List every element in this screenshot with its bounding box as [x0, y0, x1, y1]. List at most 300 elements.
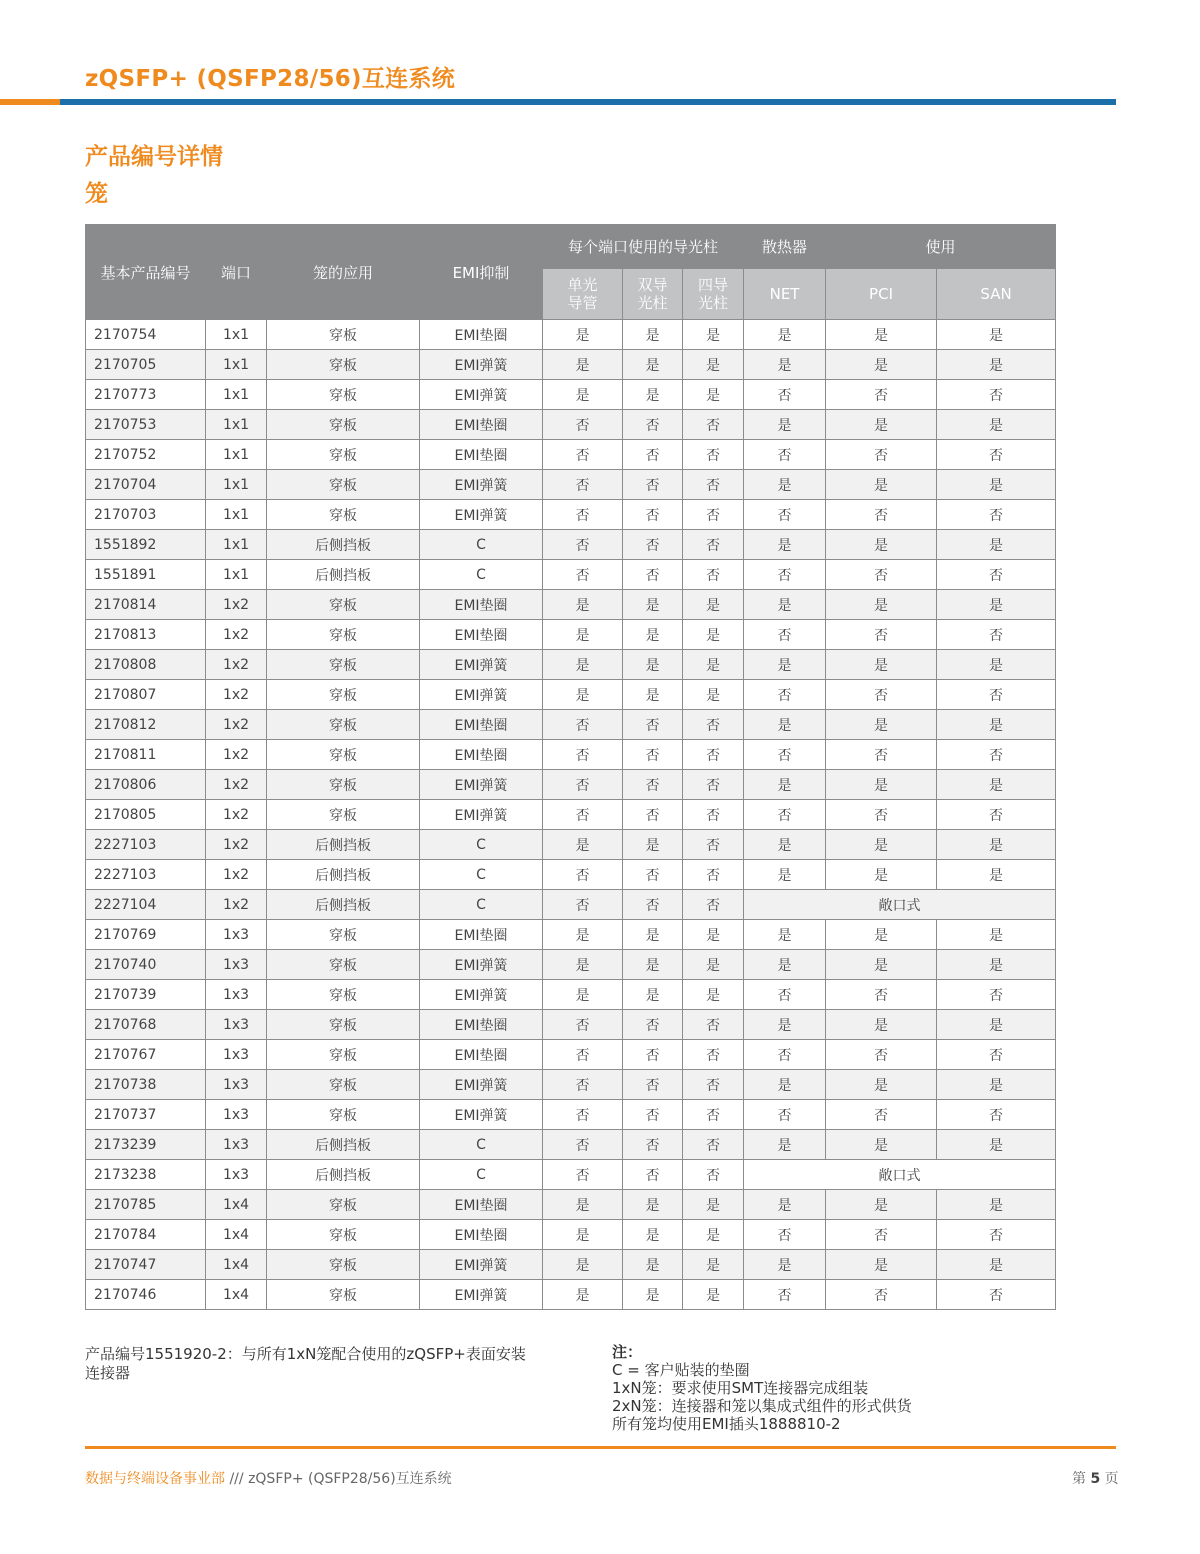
- cell-net: 否: [744, 980, 826, 1010]
- table-row: [86, 380, 1056, 410]
- cell-pci: 是: [826, 950, 937, 980]
- cell-san: 是: [937, 950, 1056, 980]
- cell-port: 1x2: [206, 680, 267, 710]
- table-row: [86, 1160, 1056, 1190]
- cell-part-number: 2170808: [86, 650, 206, 680]
- cell-pci: 是: [826, 1130, 937, 1160]
- cell-cage-application: 穿板: [267, 350, 420, 380]
- cell-dual-light-pipe: 否: [623, 1040, 683, 1070]
- table-row: [86, 1220, 1056, 1250]
- cell-port: 1x4: [206, 1280, 267, 1310]
- cell-single-light-pipe: 是: [543, 620, 623, 650]
- cell-quad-light-pipe: 否: [683, 740, 744, 770]
- cell-quad-light-pipe: 否: [683, 1070, 744, 1100]
- cell-part-number: 2170773: [86, 380, 206, 410]
- cell-net: 否: [744, 680, 826, 710]
- cell-san: 是: [937, 1190, 1056, 1220]
- cell-net: 是: [744, 410, 826, 440]
- cell-san: 否: [937, 380, 1056, 410]
- cell-emi-suppression: EMI弹簧: [420, 770, 543, 800]
- page-number-value: 5: [1090, 1471, 1101, 1487]
- cell-cage-application: 穿板: [267, 1040, 420, 1070]
- cell-cage-application: 穿板: [267, 410, 420, 440]
- cell-cage-application: 穿板: [267, 470, 420, 500]
- cell-san: 是: [937, 320, 1056, 350]
- cell-part-number: 2170705: [86, 350, 206, 380]
- cell-port: 1x3: [206, 1100, 267, 1130]
- cell-dual-light-pipe: 否: [623, 1010, 683, 1040]
- cell-quad-light-pipe: 否: [683, 1160, 744, 1190]
- cell-san: 否: [937, 440, 1056, 470]
- cell-dual-light-pipe: 否: [623, 440, 683, 470]
- cell-emi-suppression: EMI垫圈: [420, 1190, 543, 1220]
- cell-pci: 是: [826, 530, 937, 560]
- cell-san: 是: [937, 770, 1056, 800]
- cell-part-number: 2170785: [86, 1190, 206, 1220]
- cell-san: 否: [937, 800, 1056, 830]
- cell-pci: 否: [826, 980, 937, 1010]
- cell-san: 是: [937, 410, 1056, 440]
- cell-emi-suppression: C: [420, 860, 543, 890]
- cell-net: 否: [744, 440, 826, 470]
- cell-quad-light-pipe: 是: [683, 650, 744, 680]
- cell-pci: 否: [826, 1280, 937, 1310]
- cell-single-light-pipe: 是: [543, 350, 623, 380]
- header-dual-line-1: 双导: [637, 276, 668, 294]
- cell-net: 是: [744, 1130, 826, 1160]
- note-line: 1xN笼：要求使用SMT连接器完成组装: [612, 1379, 869, 1397]
- cell-dual-light-pipe: 是: [623, 650, 683, 680]
- table-row: [86, 1190, 1056, 1220]
- cell-san: 否: [937, 980, 1056, 1010]
- cell-san: 否: [937, 740, 1056, 770]
- cell-single-light-pipe: 是: [543, 1190, 623, 1220]
- cell-san: 是: [937, 590, 1056, 620]
- cell-port: 1x3: [206, 1130, 267, 1160]
- cell-dual-light-pipe: 是: [623, 680, 683, 710]
- cell-quad-light-pipe: 否: [683, 770, 744, 800]
- notes-block: [612, 1343, 1032, 1433]
- cell-quad-light-pipe: 是: [683, 980, 744, 1010]
- cell-cage-application: 穿板: [267, 680, 420, 710]
- cell-single-light-pipe: 是: [543, 950, 623, 980]
- cell-pci: 是: [826, 350, 937, 380]
- cell-cage-application: 后侧挡板: [267, 830, 420, 860]
- cell-port: 1x2: [206, 830, 267, 860]
- cell-port: 1x1: [206, 500, 267, 530]
- cell-port: 1x2: [206, 740, 267, 770]
- cell-dual-light-pipe: 否: [623, 800, 683, 830]
- cell-quad-light-pipe: 否: [683, 1130, 744, 1160]
- cell-single-light-pipe: 否: [543, 470, 623, 500]
- cell-net: 是: [744, 1070, 826, 1100]
- cell-san: 是: [937, 710, 1056, 740]
- cell-part-number: 2227103: [86, 830, 206, 860]
- cell-single-light-pipe: 否: [543, 1070, 623, 1100]
- cell-san: 否: [937, 560, 1056, 590]
- cell-quad-light-pipe: 否: [683, 710, 744, 740]
- note-connector-info: 产品编号1551920-2：与所有1xN笼配合使用的zQSFP+表面安装连接器: [85, 1345, 526, 1382]
- cell-dual-light-pipe: 是: [623, 920, 683, 950]
- cell-dual-light-pipe: 否: [623, 770, 683, 800]
- cell-pci: 否: [826, 680, 937, 710]
- table-row: [86, 1130, 1056, 1160]
- cell-emi-suppression: EMI弹簧: [420, 680, 543, 710]
- cell-dual-light-pipe: 否: [623, 1100, 683, 1130]
- cell-part-number: 2170812: [86, 710, 206, 740]
- cell-port: 1x3: [206, 1010, 267, 1040]
- cell-part-number: 2170737: [86, 1100, 206, 1130]
- cell-part-number: 2170747: [86, 1250, 206, 1280]
- header-quad-line-1: 四导: [698, 276, 729, 294]
- cell-part-number: 2170754: [86, 320, 206, 350]
- cell-emi-suppression: EMI垫圈: [420, 1010, 543, 1040]
- cell-port: 1x1: [206, 560, 267, 590]
- cell-quad-light-pipe: 是: [683, 380, 744, 410]
- cell-port: 1x1: [206, 470, 267, 500]
- cell-san: 否: [937, 1220, 1056, 1250]
- cell-emi-suppression: C: [420, 890, 543, 920]
- table-row: [86, 1040, 1056, 1070]
- cell-net: 是: [744, 830, 826, 860]
- cell-dual-light-pipe: 否: [623, 410, 683, 440]
- cell-pci: 是: [826, 1190, 937, 1220]
- cell-net: 是: [744, 710, 826, 740]
- table-row: [86, 980, 1056, 1010]
- cell-pci: 否: [826, 440, 937, 470]
- cell-san: 否: [937, 680, 1056, 710]
- cell-part-number: 2170805: [86, 800, 206, 830]
- cell-part-number: 2170738: [86, 1070, 206, 1100]
- cell-pci: 是: [826, 320, 937, 350]
- cell-cage-application: 穿板: [267, 650, 420, 680]
- cell-dual-light-pipe: 是: [623, 1280, 683, 1310]
- cell-single-light-pipe: 是: [543, 1250, 623, 1280]
- header-san: SAN: [937, 269, 1056, 320]
- cell-single-light-pipe: 否: [543, 530, 623, 560]
- cell-single-light-pipe: 否: [543, 500, 623, 530]
- cell-cage-application: 穿板: [267, 1190, 420, 1220]
- cell-emi-suppression: EMI弹簧: [420, 950, 543, 980]
- header-emi-suppression: EMI抑制: [420, 225, 543, 320]
- cell-part-number: 2170753: [86, 410, 206, 440]
- cell-net: 是: [744, 320, 826, 350]
- cell-pci: 否: [826, 620, 937, 650]
- cell-pci: 是: [826, 770, 937, 800]
- cell-port: 1x4: [206, 1220, 267, 1250]
- cell-quad-light-pipe: 是: [683, 920, 744, 950]
- cell-cage-application: 穿板: [267, 1280, 420, 1310]
- cell-single-light-pipe: 是: [543, 590, 623, 620]
- table-row: [86, 1250, 1056, 1280]
- cell-net: 否: [744, 500, 826, 530]
- header-single-line-2: 导管: [567, 294, 598, 312]
- cell-pci: 否: [826, 560, 937, 590]
- table-row: [86, 740, 1056, 770]
- cell-san: 是: [937, 1070, 1056, 1100]
- cell-net: 否: [744, 1100, 826, 1130]
- product-table: [85, 224, 1056, 1310]
- cell-pci: 否: [826, 1040, 937, 1070]
- cell-emi-suppression: EMI弹簧: [420, 1070, 543, 1100]
- cell-single-light-pipe: 否: [543, 1130, 623, 1160]
- cell-pci: 是: [826, 1250, 937, 1280]
- cell-san: 否: [937, 620, 1056, 650]
- cell-quad-light-pipe: 否: [683, 500, 744, 530]
- cell-single-light-pipe: 否: [543, 1040, 623, 1070]
- cell-net: 是: [744, 530, 826, 560]
- table-row: [86, 470, 1056, 500]
- cell-cage-application: 后侧挡板: [267, 560, 420, 590]
- header-light-pipes: 每个端口使用的导光柱: [543, 225, 744, 269]
- table-row: [86, 950, 1056, 980]
- cell-quad-light-pipe: 是: [683, 620, 744, 650]
- cell-quad-light-pipe: 是: [683, 350, 744, 380]
- cell-open-type: 敞口式: [744, 1160, 1056, 1190]
- cell-dual-light-pipe: 否: [623, 530, 683, 560]
- table-row: [86, 800, 1056, 830]
- cell-emi-suppression: EMI弹簧: [420, 500, 543, 530]
- cell-emi-suppression: EMI垫圈: [420, 1040, 543, 1070]
- cell-pci: 是: [826, 590, 937, 620]
- cell-quad-light-pipe: 否: [683, 410, 744, 440]
- header-port: 端口: [206, 225, 267, 320]
- table-row: [86, 500, 1056, 530]
- cell-single-light-pipe: 否: [543, 800, 623, 830]
- page-suffix: 页: [1104, 1471, 1119, 1487]
- header-quad-light-pipe: [683, 269, 744, 320]
- cell-emi-suppression: EMI垫圈: [420, 740, 543, 770]
- cell-dual-light-pipe: 是: [623, 980, 683, 1010]
- cell-san: 是: [937, 830, 1056, 860]
- table-row: [86, 530, 1056, 560]
- cell-pci: 否: [826, 380, 937, 410]
- cell-emi-suppression: EMI弹簧: [420, 350, 543, 380]
- table-row: [86, 890, 1056, 920]
- cell-quad-light-pipe: 否: [683, 1010, 744, 1040]
- cell-dual-light-pipe: 否: [623, 500, 683, 530]
- cell-single-light-pipe: 否: [543, 560, 623, 590]
- cell-net: 是: [744, 1190, 826, 1220]
- cell-part-number: 2227104: [86, 890, 206, 920]
- cell-emi-suppression: EMI弹簧: [420, 470, 543, 500]
- table-row: [86, 1100, 1056, 1130]
- cell-pci: 是: [826, 1010, 937, 1040]
- cell-quad-light-pipe: 是: [683, 1280, 744, 1310]
- cell-pci: 否: [826, 500, 937, 530]
- cell-quad-light-pipe: 是: [683, 680, 744, 710]
- cell-cage-application: 穿板: [267, 590, 420, 620]
- table-row: [86, 320, 1056, 350]
- cell-dual-light-pipe: 否: [623, 560, 683, 590]
- cell-cage-application: 穿板: [267, 1100, 420, 1130]
- header-rule-orange: [0, 99, 60, 105]
- cell-single-light-pipe: 是: [543, 830, 623, 860]
- cell-cage-application: 穿板: [267, 620, 420, 650]
- cell-part-number: 2173238: [86, 1160, 206, 1190]
- header-quad-line-2: 光柱: [698, 294, 729, 312]
- header-single-light-pipe: [543, 269, 623, 320]
- cell-port: 1x1: [206, 410, 267, 440]
- cell-emi-suppression: EMI弹簧: [420, 1250, 543, 1280]
- cell-single-light-pipe: 是: [543, 980, 623, 1010]
- cell-part-number: 2170768: [86, 1010, 206, 1040]
- cell-part-number: 2170769: [86, 920, 206, 950]
- cell-net: 是: [744, 590, 826, 620]
- cell-san: 是: [937, 920, 1056, 950]
- cell-port: 1x1: [206, 530, 267, 560]
- table-row: [86, 1280, 1056, 1310]
- cell-quad-light-pipe: 否: [683, 1100, 744, 1130]
- cell-cage-application: 穿板: [267, 710, 420, 740]
- cell-part-number: 2170813: [86, 620, 206, 650]
- cell-san: 是: [937, 470, 1056, 500]
- cell-emi-suppression: EMI垫圈: [420, 320, 543, 350]
- cell-emi-suppression: EMI垫圈: [420, 1220, 543, 1250]
- cell-net: 否: [744, 1220, 826, 1250]
- cell-cage-application: 穿板: [267, 440, 420, 470]
- cell-net: 是: [744, 350, 826, 380]
- cell-port: 1x3: [206, 1160, 267, 1190]
- cell-port: 1x2: [206, 590, 267, 620]
- cell-pci: 否: [826, 800, 937, 830]
- table-row: [86, 1010, 1056, 1040]
- cell-port: 1x1: [206, 440, 267, 470]
- cell-dual-light-pipe: 否: [623, 1130, 683, 1160]
- table-row: [86, 860, 1056, 890]
- cell-cage-application: 穿板: [267, 380, 420, 410]
- table-row: [86, 680, 1056, 710]
- cell-dual-light-pipe: 否: [623, 860, 683, 890]
- cell-single-light-pipe: 否: [543, 1010, 623, 1040]
- footer-department: 数据与终端设备事业部: [85, 1471, 225, 1487]
- cell-emi-suppression: EMI垫圈: [420, 620, 543, 650]
- cell-san: 否: [937, 1040, 1056, 1070]
- cell-net: 是: [744, 650, 826, 680]
- cell-net: 是: [744, 920, 826, 950]
- page-number: [1072, 1468, 1119, 1488]
- cell-quad-light-pipe: 是: [683, 320, 744, 350]
- cell-single-light-pipe: 否: [543, 860, 623, 890]
- cell-san: 否: [937, 1100, 1056, 1130]
- cell-part-number: 2170814: [86, 590, 206, 620]
- document-title: zQSFP+ (QSFP28/56)互连系统: [85, 66, 456, 92]
- cell-quad-light-pipe: 否: [683, 860, 744, 890]
- cell-quad-light-pipe: 否: [683, 440, 744, 470]
- cell-single-light-pipe: 是: [543, 650, 623, 680]
- cell-cage-application: 穿板: [267, 1220, 420, 1250]
- cell-port: 1x2: [206, 770, 267, 800]
- cell-net: 否: [744, 1280, 826, 1310]
- cell-port: 1x3: [206, 980, 267, 1010]
- footer-separator: ///: [225, 1471, 249, 1487]
- cell-emi-suppression: EMI弹簧: [420, 650, 543, 680]
- header-base-part-number: 基本产品编号: [86, 225, 206, 320]
- cell-san: 是: [937, 350, 1056, 380]
- cell-pci: 是: [826, 410, 937, 440]
- cell-part-number: 1551892: [86, 530, 206, 560]
- cell-port: 1x2: [206, 650, 267, 680]
- cell-pci: 否: [826, 1220, 937, 1250]
- cell-emi-suppression: C: [420, 1160, 543, 1190]
- cell-port: 1x2: [206, 890, 267, 920]
- cell-quad-light-pipe: 是: [683, 590, 744, 620]
- page-prefix: 第: [1072, 1471, 1086, 1487]
- cell-part-number: 2170767: [86, 1040, 206, 1070]
- cell-pci: 是: [826, 650, 937, 680]
- cell-san: 否: [937, 1280, 1056, 1310]
- header-rule-blue: [60, 99, 1116, 105]
- cell-net: 是: [744, 770, 826, 800]
- cell-cage-application: 后侧挡板: [267, 530, 420, 560]
- note-line: 2xN笼：连接器和笼以集成式组件的形式供货: [612, 1397, 912, 1415]
- note-line: C = 客户贴装的垫圈: [612, 1361, 750, 1379]
- table-row: [86, 920, 1056, 950]
- cell-cage-application: 穿板: [267, 980, 420, 1010]
- header-heatsink: 散热器: [744, 225, 826, 269]
- cell-part-number: 2170752: [86, 440, 206, 470]
- cell-quad-light-pipe: 是: [683, 1250, 744, 1280]
- cell-san: 是: [937, 1010, 1056, 1040]
- cell-dual-light-pipe: 否: [623, 470, 683, 500]
- section-title: 产品编号详情: [85, 144, 223, 170]
- cell-cage-application: 穿板: [267, 320, 420, 350]
- cell-port: 1x2: [206, 710, 267, 740]
- cell-part-number: 2170746: [86, 1280, 206, 1310]
- cell-net: 否: [744, 380, 826, 410]
- cell-emi-suppression: EMI弹簧: [420, 800, 543, 830]
- cell-net: 否: [744, 560, 826, 590]
- cell-single-light-pipe: 否: [543, 1160, 623, 1190]
- table-row: [86, 410, 1056, 440]
- cell-single-light-pipe: 否: [543, 1100, 623, 1130]
- cell-part-number: 2170703: [86, 500, 206, 530]
- table-row: [86, 1070, 1056, 1100]
- cell-cage-application: 穿板: [267, 920, 420, 950]
- header-dual-line-2: 光柱: [637, 294, 668, 312]
- cell-emi-suppression: EMI垫圈: [420, 590, 543, 620]
- cell-quad-light-pipe: 否: [683, 470, 744, 500]
- cell-net: 是: [744, 950, 826, 980]
- cell-emi-suppression: EMI弹簧: [420, 1100, 543, 1130]
- cell-port: 1x2: [206, 620, 267, 650]
- cell-port: 1x4: [206, 1250, 267, 1280]
- cell-port: 1x3: [206, 920, 267, 950]
- cell-dual-light-pipe: 是: [623, 590, 683, 620]
- cell-single-light-pipe: 否: [543, 890, 623, 920]
- cell-emi-suppression: EMI垫圈: [420, 710, 543, 740]
- cell-cage-application: 后侧挡板: [267, 1160, 420, 1190]
- cell-port: 1x2: [206, 860, 267, 890]
- cell-net: 是: [744, 860, 826, 890]
- cell-net: 否: [744, 740, 826, 770]
- cell-dual-light-pipe: 否: [623, 740, 683, 770]
- cell-san: 否: [937, 500, 1056, 530]
- cell-dual-light-pipe: 是: [623, 830, 683, 860]
- cell-single-light-pipe: 否: [543, 440, 623, 470]
- cell-cage-application: 穿板: [267, 1250, 420, 1280]
- cell-cage-application: 穿板: [267, 770, 420, 800]
- cell-emi-suppression: C: [420, 530, 543, 560]
- cell-quad-light-pipe: 否: [683, 890, 744, 920]
- cell-single-light-pipe: 否: [543, 710, 623, 740]
- cell-net: 否: [744, 800, 826, 830]
- cell-open-type: 敞口式: [744, 890, 1056, 920]
- cell-port: 1x3: [206, 1070, 267, 1100]
- cell-part-number: 2170704: [86, 470, 206, 500]
- cell-single-light-pipe: 是: [543, 680, 623, 710]
- cell-san: 是: [937, 530, 1056, 560]
